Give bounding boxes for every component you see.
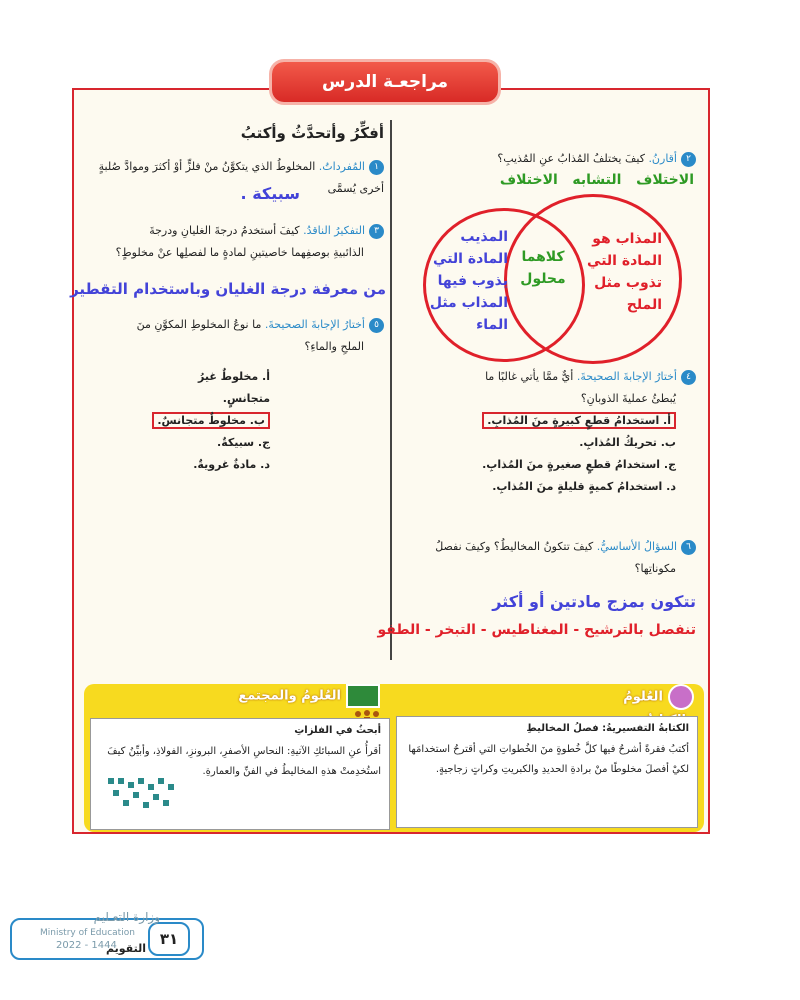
- venn-left-text: المذيب المادة التي يذوب فيها المذاب مثل الماء: [429, 229, 508, 333]
- q2-diff-left: الاختلاف: [499, 172, 558, 188]
- q6-number: ٦: [681, 540, 696, 555]
- q6-label: السؤالُ الأساسيُّ.: [596, 540, 677, 553]
- q6-answer-1: تتكون بمزج مادتين أو أكثر: [492, 592, 696, 611]
- q5-option-d[interactable]: د. مادةٌ غرويةٌ.: [193, 458, 270, 471]
- science-society-subtitle: أبحثُ في الفلزاتِ: [294, 725, 381, 736]
- q2-diff-right: الاختلاف: [636, 172, 694, 188]
- q3-label: التفكيرُ الناقدُ.: [303, 224, 365, 237]
- q5-text-2: الملحِ والماءِ؟: [304, 340, 364, 353]
- science-society-header: العُلومُ والمجتمع: [210, 684, 380, 714]
- q5-options: [150, 366, 270, 476]
- science-writing-card: [396, 716, 698, 828]
- column-divider: [390, 120, 392, 660]
- q2-label: أقارنُ.: [648, 152, 677, 165]
- venn-center-text: كلاهما محلول: [520, 249, 566, 287]
- lesson-review-title: مراجعـة الدرس: [272, 62, 498, 102]
- q4-number: ٤: [681, 370, 696, 385]
- q6-text-2: مكوناتِها؟: [634, 562, 676, 575]
- q5-text-1: ما نوعُ المخلوطِ المكوَّنِ منَ: [136, 318, 262, 331]
- pencil-icon: [668, 684, 694, 710]
- q4-option-c[interactable]: ج. استخدامُ قطعٍ صغيرةٍ منَ المُذابِ.: [482, 458, 676, 471]
- q5-option-a[interactable]: أ. مخلوطٌ غيرُ متجانسٍ.: [197, 370, 270, 405]
- question-2: [400, 148, 696, 170]
- q4-text-1: أيٌّ ممَّا يأتي غالبًا ما: [485, 370, 574, 383]
- q2-text: كيفَ يختلفُ المُذابُ عنِ المُذيبِ؟: [497, 152, 645, 165]
- ministry-name-ar: وزارة التعـليم: [93, 910, 160, 924]
- q3-number: ٣: [369, 224, 384, 239]
- q6-text-1: كيفَ تتكونُ المخاليطُ؟ وكيفَ نفصلُ: [435, 540, 594, 553]
- vision-2030-logo: [104, 774, 184, 814]
- q1-blank: .: [240, 184, 247, 203]
- q1-number: ١: [369, 160, 384, 175]
- q5-number: ٥: [369, 318, 384, 333]
- science-writing-body: أكتبُ فقرةً أشرحُ فيها كلَّ خُطوةٍ منَ الخُطواتِ التي أقترحُ استخدامَها لكيْ أفصلَ مخلوطًا منْ برادةِ الحديدِ والكبريتِ وكراتٍ زجاجيةٍ.: [408, 744, 689, 775]
- venn-right-text: المذاب هو المادة التي تذوب مثل الملح: [587, 231, 662, 313]
- page-number: ٣١: [148, 922, 190, 956]
- q3-text-2: الذائبيةِ بوصفِهما خاصيتينِ لمادةٍ ما لفصلِها عنْ مخلوطٍ؟: [115, 246, 364, 259]
- q1-answer: [150, 184, 300, 203]
- q4-option-b[interactable]: ب. تحريكُ المُذابِ.: [579, 436, 676, 449]
- question-4: [400, 366, 696, 498]
- q4-option-d[interactable]: د. استخدامُ كميةٍ قليلةٍ منَ المُذابِ.: [492, 480, 676, 493]
- section-label: التقويم: [106, 942, 146, 955]
- science-society-body: أقرأُ عنِ السبائكِ الآتيةِ: النحاسِ الأصفرِ، البرونزِ، الفولاذِ، وأبيِّنُ كيفَ استُخدِمتْ هذهِ المخاليطُ في الفنِّ والعمارةِ.: [107, 746, 381, 777]
- q3-answer: من معرفة درجة الغليان وباستخدام التقطير: [70, 280, 386, 298]
- edition-year: 2022 - 1444: [56, 940, 117, 951]
- science-writing-header: العُلومُ: [594, 684, 694, 712]
- ministry-name-en: Ministry of Education: [40, 928, 135, 938]
- q6-answer-2: تنفصل بالترشيح - المغناطيس - التبخر - الطفو: [377, 622, 696, 638]
- q1-text: المخلوطُ الذي يتكوَّنُ منْ فلزٍّ أوْ أكثرَ وموادَّ صُلبةٍ أخرى يُسمَّى: [98, 160, 384, 195]
- q4-label: أختارُ الإجابةَ الصحيحةَ.: [576, 370, 677, 383]
- q4-option-a[interactable]: أ. استخدامُ قطعٍ كبيرةٍ منَ المُذابِ.: [482, 412, 676, 429]
- q3-text-1: كيفَ أستخدمُ درجةَ الغليانِ ودرجةَ: [149, 224, 300, 237]
- q1-label: المُفرداتُ.: [318, 160, 365, 173]
- q2-number: ٢: [681, 152, 696, 167]
- q4-text-2: يُبطئُ عمليةَ الذوبانِ؟: [580, 392, 676, 405]
- science-writing-subtitle: الكتابةُ التفسيريةُ: فصلُ المخاليطِ: [526, 723, 689, 734]
- left-heading: أفكِّرُ وأتحدَّثُ وأكتبُ: [240, 124, 384, 142]
- q5-option-c[interactable]: ج. سبيكةٌ.: [217, 436, 270, 449]
- q2-comparison-row: [454, 172, 694, 188]
- question-5: [84, 314, 384, 358]
- saudi-flag-icon: [346, 684, 380, 708]
- question-3: [84, 220, 384, 264]
- q1-answer-word: سبيكة: [252, 184, 300, 203]
- q2-similarity: التشابه: [572, 172, 622, 188]
- question-6: [400, 536, 696, 580]
- q5-label: أختارُ الإجابةَ الصحيحةَ.: [264, 318, 365, 331]
- q5-option-b[interactable]: ب. مخلوطٌ متجانسٌ.: [152, 412, 270, 429]
